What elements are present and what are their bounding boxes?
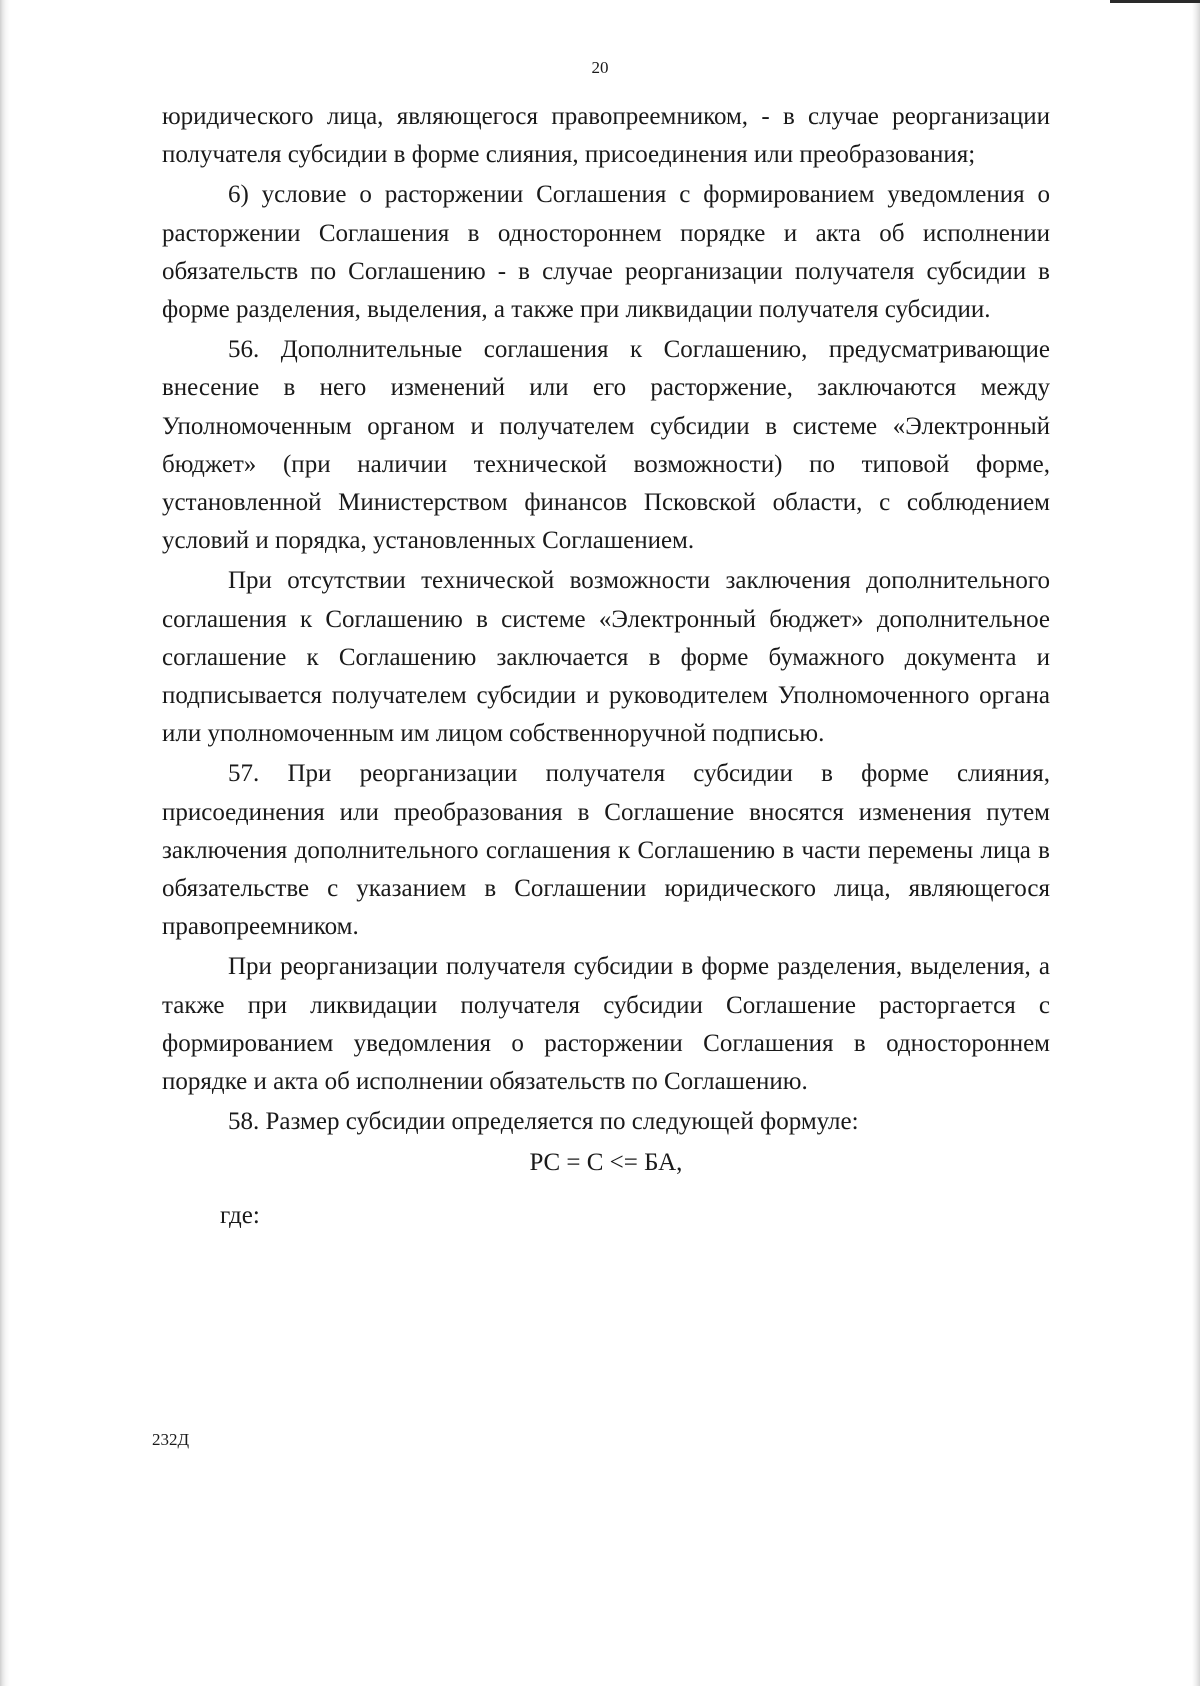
subsidy-formula: PC = C <= БА, [529,1149,683,1177]
formula-where-label: где: [220,1202,260,1230]
paragraph-57-termination: При реорганизации получателя субсидии в форме разделения, выделения, а также при ликвидации получателя субсидии Соглашение расторгается с формированием уведомления о расторжении Соглашения в одностороннем порядке и акта об исполнении обязательств по Соглашению. [162,953,1050,1096]
page-number: 20 [591,58,609,77]
scan-corner-mark [1110,0,1200,3]
document-code: 232Д [152,1430,190,1449]
paragraph-item-6: 6) условие о расторжении Соглашения с формированием уведомления о расторжении Соглашения в одностороннем порядке и акта об исполнении обязательств по Соглашению - в случае реорганизации получателя субсидии в форме разделения, выделения, а также при ликвидации получателя субсидии. [162,181,1050,324]
scan-right-edge [1192,0,1200,1686]
paragraph-58: 58. Размер субсидии определяется по следующей формуле: [228,1108,859,1136]
paragraph-56-no-technical-possibility: При отсутствии технической возможности заключения дополнительного соглашения к Соглашению в системе «Электронный бюджет» дополнительное соглашение к Соглашению заключается в форме бумажного документа и подписывается получателем субсидии и руководителем Уполномоченного органа или уполномоченным им лицом собственноручной подписью. [162,567,1050,748]
paragraph-continuation: юридического лица, являющегося правопреемником, - в случае реорганизации получателя субсидии в форме слияния, присоединения или преобразования; [162,103,1050,169]
document-body [162,98,1050,1235]
paragraph-56: 56. Дополнительные соглашения к Соглашению, предусматривающие внесение в него изменений или его расторжение, заключаются между Уполномоченным органом и получателем субсидии в системе «Электронный бюджет» (при наличии технической возможности) по типовой форме, установленной Министерством финансов Псковской области, с соблюдением условий и порядка, установленных Соглашением. [162,336,1050,555]
paragraph-57: 57. При реорганизации получателя субсидии в форме слияния, присоединения или преобразования в Соглашение вносятся изменения путем заключения дополнительного соглашения к Соглашению в части перемены лица в обязательстве с указанием в Соглашении юридического лица, являющегося правопреемником. [162,760,1050,941]
scan-left-edge [0,0,10,1686]
